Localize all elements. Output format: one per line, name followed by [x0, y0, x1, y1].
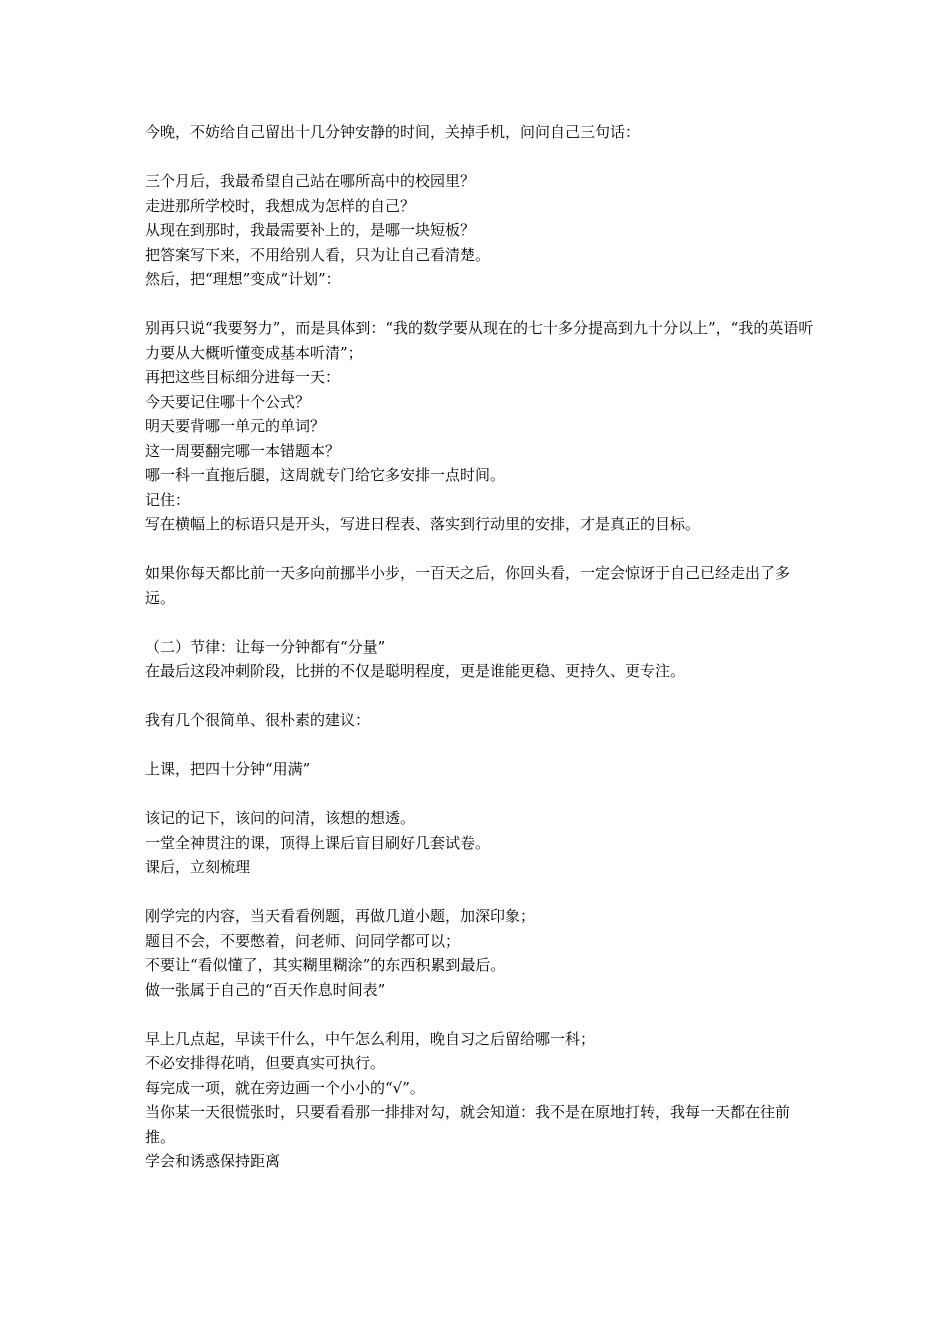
blank-line: [145, 880, 815, 905]
paragraph-line: 在最后这段冲刺阶段，比拼的不仅是聪明程度，更是谁能更稳、更持久、更专注。: [145, 662, 686, 680]
blank-line: [145, 1002, 815, 1027]
document-body: [145, 120, 815, 1174]
paragraph-line: 一堂全神贯注的课，顶得上课后盲目刷好几套试卷。: [145, 833, 491, 852]
blank-line: [145, 733, 815, 758]
sub-heading: 学会和诱惑保持距离: [145, 1152, 281, 1170]
section-heading: （二）节律：让每一分钟都有“分量”: [145, 637, 386, 656]
paragraph-line: 哪一科一直拖后腿，这周就专门给它多安排一点时间。: [145, 466, 506, 484]
blank-line: [145, 610, 815, 635]
sub-heading: 课后，立刻梳理: [145, 858, 251, 876]
paragraph-line: 题目不会，不要憋着，问老师、问同学都可以；: [145, 931, 461, 950]
paragraph-line: 不要让“看似懂了，其实糊里糊涂”的东西积累到最后。: [145, 956, 506, 974]
paragraph-line: 不必安排得花哨，但要真实可执行。: [145, 1054, 386, 1072]
blank-line: [145, 782, 815, 807]
paragraph-line: 每完成一项，就在旁边画一个小小的“√”。: [145, 1078, 425, 1097]
blank-line: [145, 684, 815, 709]
sub-heading: 上课，把四十分钟“用满”: [145, 760, 311, 778]
paragraph-line: 今晚，不妨给自己留出十几分钟安静的时间，关掉手机，问问自己三句话：: [145, 123, 641, 141]
blank-line: [145, 145, 815, 170]
blank-line: [145, 292, 815, 317]
paragraph-line: 早上几点起，早读干什么，中午怎么利用，晚自习之后留给哪一科；: [145, 1029, 596, 1048]
paragraph-line: 记住：: [145, 490, 191, 509]
paragraph-line: 当你某一天很慌张时，只要看看那一排排对勾，就会知道：我不是在原地打转，我每一天都在往前推。: [145, 1103, 791, 1146]
paragraph-line: 把答案写下来，不用给别人看，只为让自己看清楚。: [145, 245, 491, 264]
paragraph-line: 该记的记下，该问的问清，该想的想透。: [145, 809, 416, 827]
paragraph-line: 今天要记住哪十个公式？: [145, 392, 311, 411]
paragraph-line: 刚学完的内容，当天看看例题，再做几道小题，加深印象；: [145, 907, 536, 925]
blank-line: [145, 537, 815, 562]
paragraph-line: 我有几个很简单、很朴素的建议：: [145, 711, 371, 729]
paragraph-line: 别再只说“我要努力”，而是具体到：“我的数学要从现在的七十多分提高到九十分以上”，“我的英语听力要从大概听懂变成基本听清”；: [145, 319, 814, 362]
paragraph-line: 三个月后，我最希望自己站在哪所高中的校园里？: [145, 172, 476, 190]
paragraph-line: 然后，把“理想”变成“计划”：: [145, 270, 341, 288]
paragraph-line: 这一周要翻完哪一本错题本？: [145, 441, 341, 460]
paragraph-line: 从现在到那时，我最需要补上的，是哪一块短板？: [145, 221, 476, 239]
paragraph-line: 走进那所学校时，我想成为怎样的自己？: [145, 196, 416, 215]
paragraph-line: 写在横幅上的标语只是开头，写进日程表、落实到行动里的安排，才是真正的目标。: [145, 515, 701, 533]
paragraph-line: 如果你每天都比前一天多向前挪半小步，一百天之后，你回头看，一定会惊讶于自己已经走出了多远。: [145, 564, 791, 607]
sub-heading: 做一张属于自己的“百天作息时间表”: [145, 980, 386, 999]
paragraph-line: 明天要背哪一单元的单词？: [145, 417, 326, 435]
paragraph-line: 再把这些目标细分进每一天：: [145, 368, 341, 386]
